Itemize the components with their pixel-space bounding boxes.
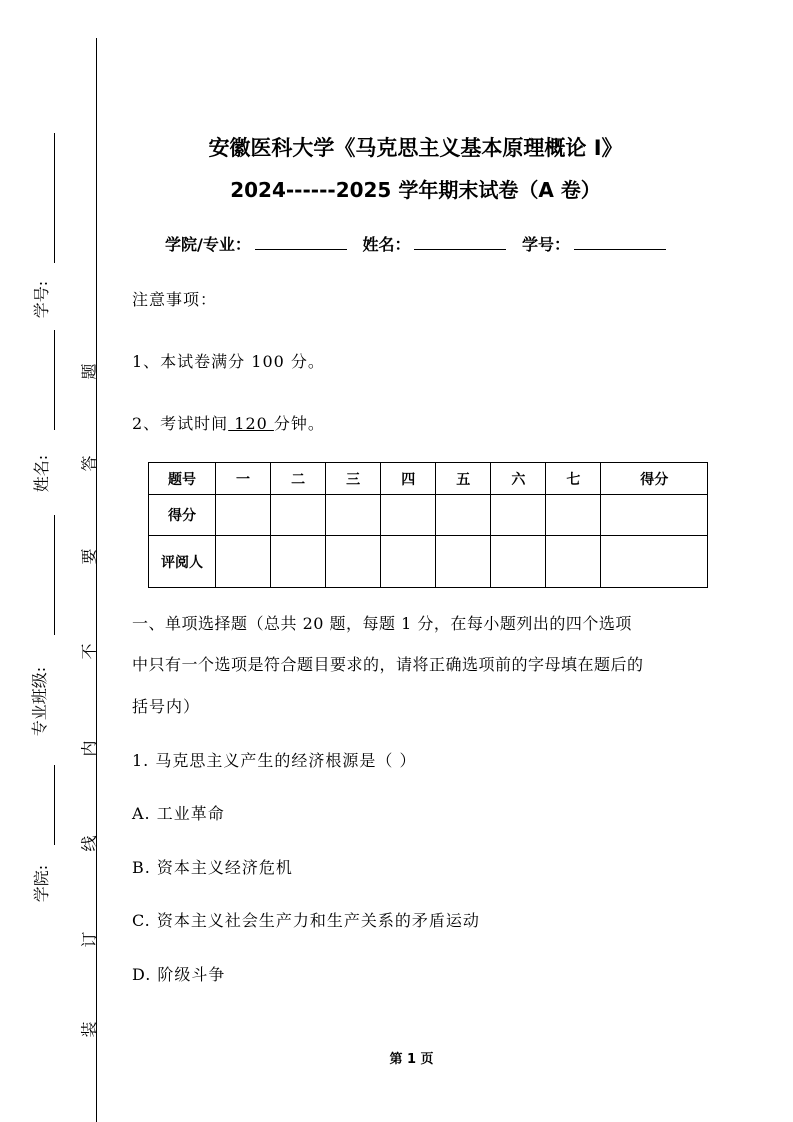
seal-char: 答 <box>79 455 99 472</box>
question-1-stem: 1. 马克思主义产生的经济根源是（ ） <box>132 751 417 770</box>
grader-cell <box>436 536 491 588</box>
option-c: C. 资本主义社会生产力和生产关系的矛盾运动 <box>132 911 480 930</box>
option-d: D. 阶级斗争 <box>132 965 226 984</box>
student-id-label: 学号： <box>522 235 571 254</box>
table-header: 七 <box>546 463 601 495</box>
margin-label-name: 姓名: <box>32 454 52 493</box>
exam-duration: 120 <box>228 414 274 433</box>
score-cell <box>381 495 436 536</box>
grader-cell <box>326 536 381 588</box>
seal-char: 题 <box>79 363 99 380</box>
section-1-line-2: 中只有一个选项是符合题目要求的，请将正确选项前的字母填在题后的 <box>132 655 644 674</box>
score-cell <box>271 495 326 536</box>
student-id-field[interactable] <box>574 235 666 250</box>
page-number: 第 1 页 <box>389 1052 434 1067</box>
row-label: 评阅人 <box>149 536 216 588</box>
score-cell <box>491 495 546 536</box>
margin-line <box>54 330 55 430</box>
grader-cell <box>601 536 708 588</box>
note-2 <box>132 411 325 434</box>
table-header: 二 <box>271 463 326 495</box>
table-header: 六 <box>491 463 546 495</box>
exam-title: 安徽医科大学《马克思主义基本原理概论 I》 <box>208 136 623 160</box>
option-a: A. 工业革命 <box>132 804 225 823</box>
note-2-suffix: 分钟。 <box>273 414 325 433</box>
student-info <box>165 232 676 255</box>
table-header: 四 <box>381 463 436 495</box>
seal-char: 装 <box>79 1021 99 1038</box>
exam-subtitle: 2024------2025 学年期末试卷（A 卷） <box>230 178 601 202</box>
name-field[interactable] <box>414 235 506 250</box>
grader-cell <box>271 536 326 588</box>
row-label: 得分 <box>149 495 216 536</box>
table-header: 五 <box>436 463 491 495</box>
score-cell <box>326 495 381 536</box>
seal-char: 内 <box>79 740 99 757</box>
score-cell <box>601 495 708 536</box>
notes-heading: 注意事项： <box>132 290 218 309</box>
college-major-label: 学院/专业： <box>165 235 251 254</box>
seal-char: 订 <box>79 931 99 948</box>
note-1: 1、本试卷满分 100 分。 <box>132 352 325 371</box>
section-1-line-1: 一、单项选择题（总共 20 题，每题 1 分，在每小题列出的四个选项 <box>132 614 632 633</box>
margin-label-college: 学院: <box>32 864 52 903</box>
grader-cell <box>216 536 271 588</box>
grader-cell <box>491 536 546 588</box>
grader-cell <box>546 536 601 588</box>
margin-label-major-class: 专业班级: <box>30 666 50 737</box>
margin-line <box>54 515 55 635</box>
seal-char: 要 <box>79 548 99 565</box>
table-header: 得分 <box>601 463 708 495</box>
margin-line <box>54 765 55 845</box>
seal-char: 线 <box>79 835 99 852</box>
table-header: 三 <box>326 463 381 495</box>
grader-cell <box>381 536 436 588</box>
seal-char: 不 <box>79 643 99 660</box>
score-cell <box>436 495 491 536</box>
score-table <box>148 462 708 588</box>
score-cell <box>216 495 271 536</box>
note-2-prefix: 2、考试时间 <box>132 414 229 433</box>
score-cell <box>546 495 601 536</box>
college-major-field[interactable] <box>255 235 347 250</box>
margin-label-student-id: 学号: <box>32 280 52 319</box>
option-b: B. 资本主义经济危机 <box>132 858 293 877</box>
table-header: 一 <box>216 463 271 495</box>
section-1-line-3: 括号内） <box>132 697 201 716</box>
name-label: 姓名： <box>362 235 411 254</box>
table-header: 题号 <box>149 463 216 495</box>
